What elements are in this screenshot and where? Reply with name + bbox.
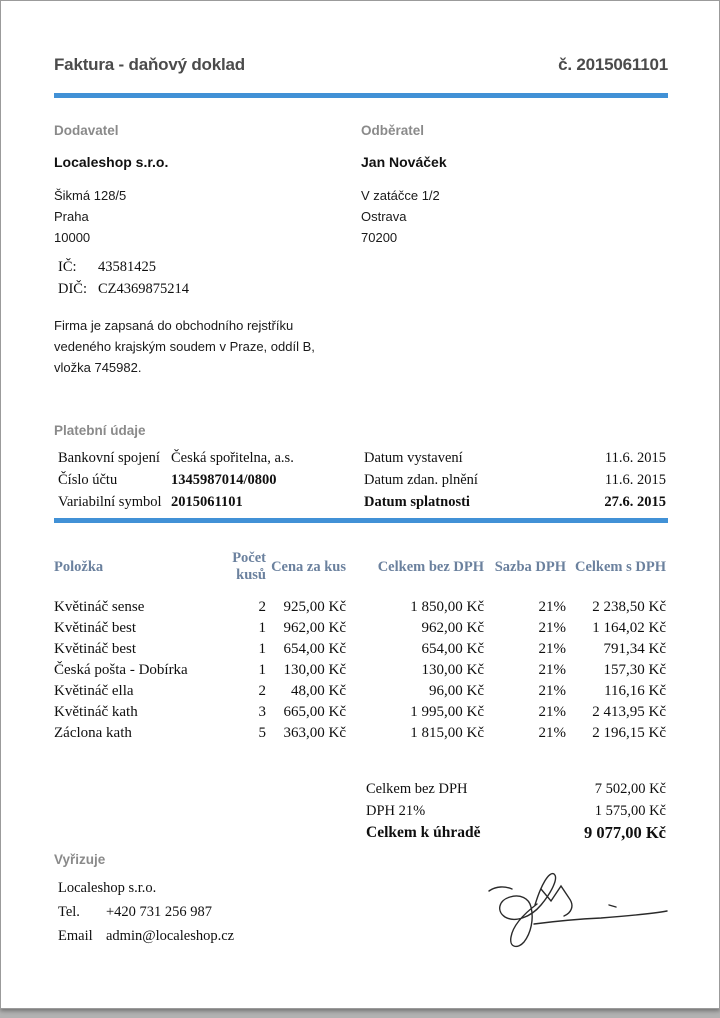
supplier-name: Localeshop s.r.o.	[54, 154, 169, 170]
invoice-number: č. 2015061101	[558, 55, 668, 74]
item-qty: 2	[258, 683, 266, 699]
varsymbol-label: Variabilní symbol	[58, 494, 162, 510]
due-row	[364, 491, 666, 513]
item-unit-price: 130,00 Kč	[283, 662, 346, 678]
supplier-heading: Dodavatel	[54, 123, 119, 138]
total-excl-label: Celkem bez DPH	[366, 781, 468, 797]
customer-zip: 70200	[361, 230, 398, 245]
item-qty: 2	[258, 599, 266, 615]
total-vat-label: DPH 21%	[366, 803, 426, 819]
item-vat-rate: 21%	[538, 641, 566, 657]
item-vat-rate: 21%	[538, 599, 566, 615]
item-vat-rate: 21%	[538, 662, 566, 678]
supplier-address	[54, 185, 334, 248]
items-table-body	[54, 597, 666, 744]
tel-label: Tel.	[58, 904, 80, 920]
customer-address	[361, 185, 641, 248]
item-total-incl: 116,16 Kč	[604, 683, 666, 699]
totals-block	[366, 778, 666, 844]
item-qty: 1	[258, 641, 266, 657]
table-row	[54, 702, 666, 723]
item-total-excl: 962,00 Kč	[421, 620, 484, 636]
col-qty-line1: Počet	[232, 550, 266, 566]
page-title: Faktura - daňový doklad	[54, 55, 245, 74]
item-total-excl: 1 815,00 Kč	[410, 725, 484, 741]
company-ids	[58, 256, 189, 300]
col-qty	[229, 550, 266, 584]
issuer-email-row	[58, 924, 234, 948]
payment-divider	[54, 518, 668, 523]
item-vat-rate: 21%	[538, 725, 566, 741]
item-vat-rate: 21%	[538, 704, 566, 720]
grand-total-label: Celkem k úhradě	[366, 824, 481, 841]
bank-value: Česká spořitelna, a.s.	[171, 450, 294, 466]
due-value: 27.6. 2015	[604, 494, 666, 510]
item-vat-rate: 21%	[538, 620, 566, 636]
varsymbol-row	[58, 491, 294, 513]
item-qty: 1	[258, 662, 266, 678]
signature-image	[479, 861, 679, 961]
customer-name: Jan Nováček	[361, 154, 447, 170]
item-name: Květináč best	[54, 620, 137, 636]
payment-details	[58, 447, 294, 513]
item-name: Květináč sense	[54, 599, 145, 615]
col-item: Položka	[54, 558, 104, 575]
issuer-name: Localeshop s.r.o.	[58, 880, 157, 896]
total-vat-row	[366, 800, 666, 822]
tel-value: +420 731 256 987	[106, 904, 213, 920]
col-total-excl: Celkem bez DPH	[377, 558, 484, 575]
customer-heading: Odběratel	[361, 123, 425, 138]
dic-row	[58, 278, 189, 300]
issuer-block	[58, 876, 234, 948]
total-vat-value: 1 575,00 Kč	[594, 803, 666, 819]
supplier-block	[54, 123, 334, 248]
grand-total-row	[366, 822, 666, 844]
issuer-heading: Vyřizuje	[54, 852, 106, 867]
item-unit-price: 962,00 Kč	[283, 620, 346, 636]
item-total-excl: 96,00 Kč	[429, 683, 484, 699]
items-table	[54, 550, 666, 744]
item-unit-price: 654,00 Kč	[283, 641, 346, 657]
item-name: Záclona kath	[54, 725, 132, 741]
registration-line: vložka 745982.	[54, 360, 142, 375]
issued-label: Datum vystavení	[364, 450, 463, 466]
table-row	[54, 723, 666, 744]
customer-street: V zatáčce 1/2	[361, 188, 440, 203]
table-row	[54, 639, 666, 660]
item-total-excl: 654,00 Kč	[421, 641, 484, 657]
item-name: Květináč best	[54, 641, 137, 657]
due-label: Datum splatnosti	[364, 494, 470, 510]
item-total-incl: 2 196,15 Kč	[592, 725, 666, 741]
item-name: Květináč ella	[54, 683, 134, 699]
item-qty: 5	[258, 725, 266, 741]
total-excl-value: 7 502,00 Kč	[594, 781, 666, 797]
taxdate-label: Datum zdan. plnění	[364, 472, 478, 488]
bank-label: Bankovní spojení	[58, 450, 160, 466]
taxdate-row	[364, 469, 666, 491]
account-row	[58, 469, 294, 491]
col-unit-price: Cena za kus	[271, 558, 346, 575]
table-row	[54, 618, 666, 639]
payment-dates	[364, 447, 666, 513]
ic-value: 43581425	[98, 259, 156, 275]
varsymbol-value: 2015061101	[171, 494, 243, 510]
payment-heading: Platební údaje	[54, 423, 146, 438]
header-divider	[54, 93, 668, 98]
supplier-zip: 10000	[54, 230, 91, 245]
item-total-excl: 130,00 Kč	[421, 662, 484, 678]
ic-row	[58, 256, 189, 278]
item-total-incl: 1 164,02 Kč	[592, 620, 666, 636]
item-unit-price: 925,00 Kč	[283, 599, 346, 615]
item-name: Květináč kath	[54, 704, 138, 720]
dic-label: DIČ:	[58, 281, 87, 297]
item-name: Česká pošta - Dobírka	[54, 662, 188, 678]
grand-total-value: 9 077,00 Kč	[583, 823, 666, 842]
item-total-excl: 1 850,00 Kč	[410, 599, 484, 615]
dic-value: CZ4369875214	[98, 281, 190, 297]
item-total-incl: 2 238,50 Kč	[592, 599, 666, 615]
supplier-city: Praha	[54, 209, 89, 224]
issued-row	[364, 447, 666, 469]
total-excl-row	[366, 778, 666, 800]
item-total-incl: 157,30 Kč	[603, 662, 666, 678]
item-qty: 3	[258, 704, 266, 720]
account-label: Číslo účtu	[58, 472, 118, 488]
col-vat-rate: Sazba DPH	[494, 558, 566, 575]
item-total-excl: 1 995,00 Kč	[410, 704, 484, 720]
supplier-street: Šikmá 128/5	[54, 188, 127, 203]
items-table-header	[54, 550, 666, 584]
issuer-name-row	[58, 876, 234, 900]
item-unit-price: 48,00 Kč	[291, 683, 346, 699]
customer-block	[361, 123, 641, 248]
col-qty-line2: kusů	[236, 567, 266, 583]
bank-row	[58, 447, 294, 469]
registration-line: Firma je zapsaná do obchodního rejstříku	[54, 318, 294, 333]
item-total-incl: 791,34 Kč	[603, 641, 666, 657]
table-row	[54, 660, 666, 681]
issuer-tel-row	[58, 900, 234, 924]
email-value: admin@localeshop.cz	[106, 928, 235, 944]
item-vat-rate: 21%	[538, 683, 566, 699]
item-total-incl: 2 413,95 Kč	[592, 704, 666, 720]
account-value: 1345987014/0800	[171, 472, 277, 488]
document-header	[54, 55, 668, 75]
email-label: Email	[58, 928, 93, 944]
item-unit-price: 665,00 Kč	[283, 704, 346, 720]
col-total-incl: Celkem s DPH	[574, 558, 666, 575]
item-qty: 1	[258, 620, 266, 636]
item-unit-price: 363,00 Kč	[283, 725, 346, 741]
table-row	[54, 681, 666, 702]
table-row	[54, 597, 666, 618]
customer-city: Ostrava	[361, 209, 407, 224]
registration-line: vedeného krajským soudem v Praze, oddíl B,	[54, 339, 315, 354]
ic-label: IČ:	[58, 259, 77, 275]
issued-value: 11.6. 2015	[604, 450, 666, 466]
taxdate-value: 11.6. 2015	[604, 472, 666, 488]
registration-note	[54, 315, 315, 378]
